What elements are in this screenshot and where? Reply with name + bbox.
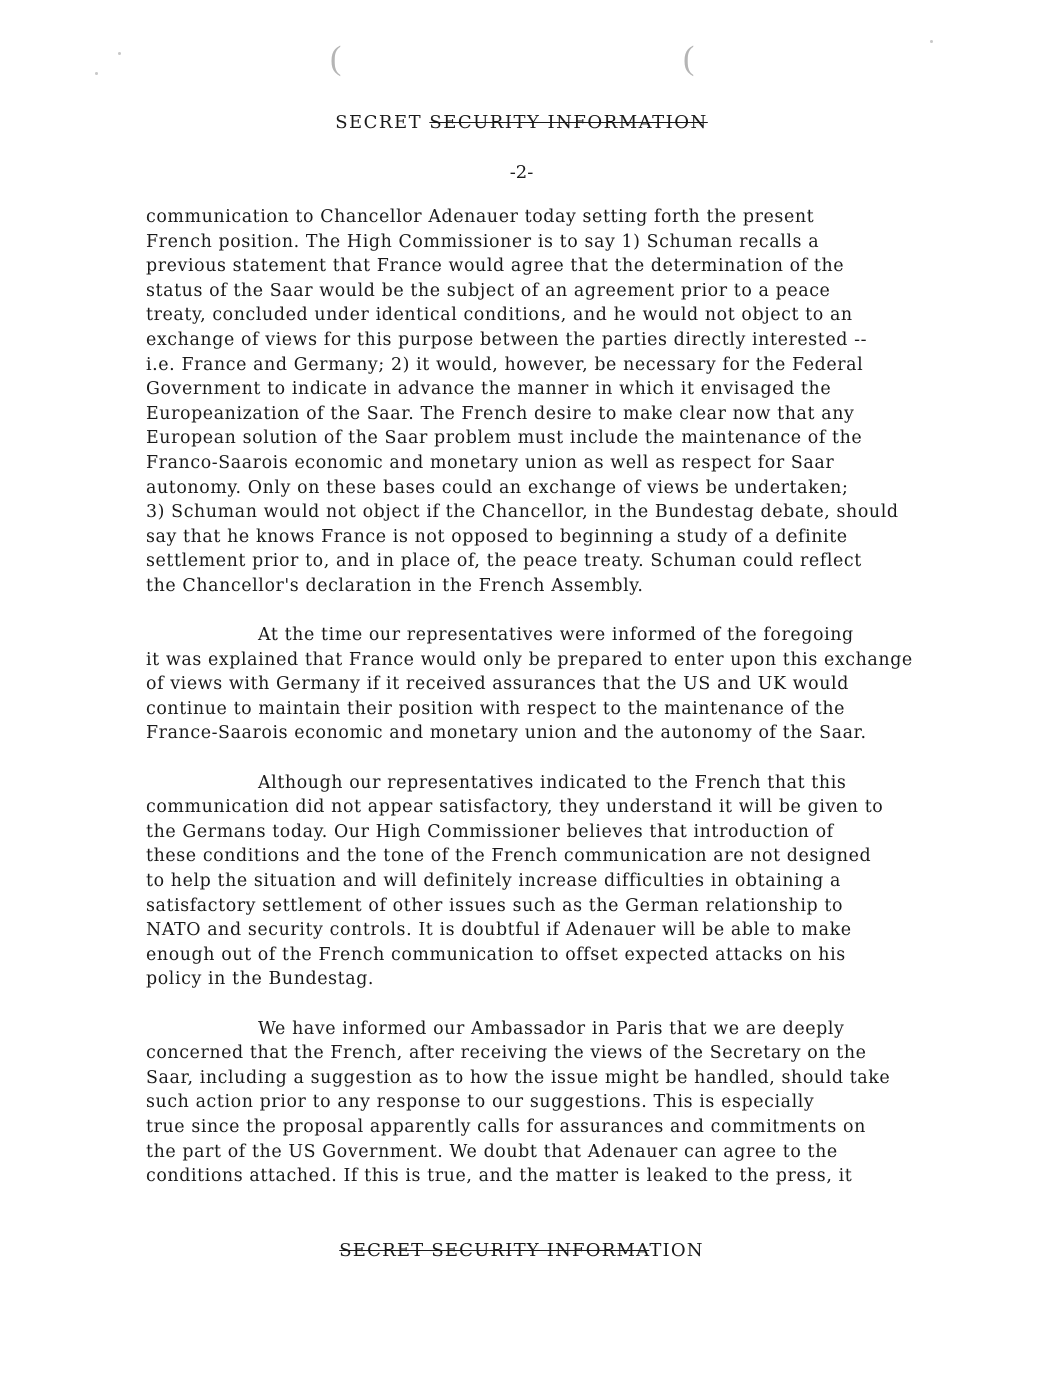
paragraph-3: Although our representatives indicated to the French that this communication did not appear satisfactory, they understand it will be given to the Germans today. Our High Commissioner believes that introduction of these conditions and the tone of the French communication are not designed to help the situation and will definitely increase difficulties in obtaining a satisfactory settlement of other issues such as the German relationship to NATO and security controls. It is doubtful if Adenauer will be able to make enough out of the French communication to offset expected attacks on his policy in the Bundestag.: [146, 772, 884, 990]
classification-word: SECRET: [335, 112, 423, 133]
paragraph-1: communication to Chancellor Adenauer today setting forth the present French position. The High Commissioner is to say 1) Schuman recalls a previous statement that France would agree that the determination of the status of the Saar would be the subject of an agreement prior to a peace treaty, concluded under identical conditions, and he would not object to an exchange of views for this purpose between the parties directly interested -- i.e. France and Germany; 2) it would, however, be necessary for the Federal Government to indicate in advance the manner in which it envisaged the Europeanization of the Saar. The French desire to make clear now that any European solution of the Saar problem must include the maintenance of the Franco-Saarois economic and monetary union as well as respect for Saar autonomy. Only on these bases could an exchange of views be undertaken; 3) Schuman would not object if the Chancellor, in the Bundestag debate, should say that he knows France is not opposed to beginning a study of a definite settlement prior to, and in place of, the peace treaty. Schuman could reflect the Chancellor's declaration in the French Assembly.: [146, 207, 899, 596]
footer-trailing-text: TION: [649, 1240, 704, 1261]
punch-mark-right: (: [683, 40, 695, 77]
scan-speck: [95, 72, 98, 75]
punch-mark-left: (: [330, 40, 342, 77]
page-number: -2-: [509, 162, 534, 183]
struck-classification: SECURITY INFORMATION: [429, 112, 708, 133]
struck-footer-classification: SECRET SECURITY INFORMA: [339, 1240, 650, 1261]
classification-header: [0, 112, 1043, 133]
document-body: [146, 205, 1016, 1189]
paragraph-4: We have informed our Ambassador in Paris that we are deeply concerned that the French, after receiving the views of the Secretary on the Saar, including a suggestion as to how the issue might be handled, should take such action prior to any response to our suggestions. This is especially true since the proposal apparently calls for assurances and commitments on the part of the US Government. We doubt that Adenauer can agree to the conditions attached. If this is true, and the matter is leaked to the press, it: [146, 1018, 891, 1187]
paragraph-2: At the time our representatives were informed of the foregoing it was explained that France would only be prepared to enter upon this exchange of views with Germany if it received assurances that the US and UK would continue to maintain their position with respect to the maintenance of the France-Saarois economic and monetary union and the autonomy of the Saar.: [146, 625, 913, 744]
classification-footer: [0, 1240, 1043, 1261]
scan-speck: [930, 40, 933, 43]
scan-speck: [118, 52, 121, 55]
